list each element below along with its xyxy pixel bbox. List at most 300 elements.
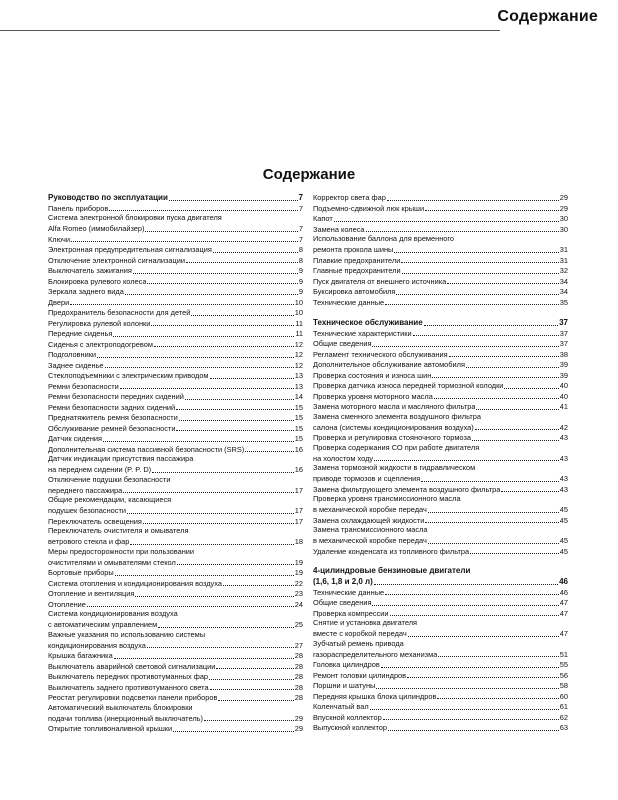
toc-entry-page: 9 (298, 266, 303, 276)
toc-entry-page: 11 (295, 318, 303, 328)
dot-leader (186, 262, 298, 263)
dot-leader (218, 700, 293, 701)
toc-entry-page: 15 (294, 402, 303, 412)
toc-entry-title: Зеркала заднего вида (48, 287, 124, 297)
toc-entry-title: Замена охлаждающей жидкости (313, 515, 425, 525)
toc-entry (313, 422, 568, 433)
toc-entry-page: 46 (559, 577, 568, 587)
dot-leader (245, 451, 294, 452)
toc-entry-title: Общие сведения (313, 339, 372, 349)
toc-entry (313, 535, 568, 546)
dot-leader (501, 491, 558, 492)
toc-entry-title: Поршни и шатуны (313, 681, 376, 691)
toc-entry-page: 7 (298, 203, 303, 213)
toc-entry-page: 15 (294, 434, 303, 444)
toc-entry (313, 473, 568, 484)
toc-entry (313, 432, 568, 443)
toc-entry-title: Дополнительная система пассивной безопасности (SRS) (48, 444, 245, 454)
toc-entry (313, 359, 568, 370)
dot-leader (70, 304, 294, 305)
dot-leader (223, 585, 294, 586)
toc-entry: Проверка содержания СО при работе двигателя (313, 442, 480, 452)
toc-entry-title: Технические данные (313, 297, 385, 307)
toc-entry (48, 244, 303, 255)
toc-entry (48, 192, 303, 203)
dot-leader (387, 200, 559, 201)
toc-entry (48, 485, 303, 496)
toc-entry (48, 223, 303, 234)
toc-entry (48, 650, 303, 661)
dot-leader (366, 231, 559, 232)
toc-entry: Замена тормозной жидкости в гидравлическом (313, 463, 476, 472)
dot-leader (145, 231, 297, 232)
toc-entry-title: Технические данные (313, 587, 385, 597)
toc-entry-page: 30 (559, 214, 568, 224)
toc-entry-title: Впускной коллектор (313, 712, 382, 722)
toc-entry-page: 45 (559, 536, 568, 546)
dot-leader (120, 388, 294, 389)
toc-entry-page: 23 (294, 589, 303, 599)
toc-entry-title: в механической коробке передач (313, 536, 427, 546)
dot-leader (388, 730, 559, 731)
toc-entry-title: Обслуживание ремней безопасности (48, 423, 176, 433)
toc-entry-page: 56 (559, 670, 568, 680)
dot-leader (408, 636, 559, 637)
toc-entry-title: Ремни безопасности передних сидений (48, 392, 184, 402)
dot-leader (152, 472, 294, 473)
dot-leader (151, 325, 294, 326)
dot-leader (421, 481, 558, 482)
toc-entry-title: подушек безопасности (48, 506, 127, 516)
toc-entry: Снятие и установка двигателя (313, 618, 418, 627)
toc-entry (313, 244, 568, 255)
toc-entry-page: 13 (294, 381, 303, 391)
toc-entry-title: Отключение электронной сигнализации (48, 255, 186, 265)
toc-entry-page: 29 (294, 713, 303, 723)
toc-entry-page: 51 (559, 649, 568, 659)
toc-entry-title: Главные предохранители (313, 266, 401, 276)
toc-entry-page: 17 (294, 485, 303, 495)
toc-entry (313, 670, 568, 681)
toc-entry-page: 10 (294, 308, 303, 318)
toc-entry-page: 17 (294, 506, 303, 516)
toc-entry-page: 7 (298, 224, 303, 234)
toc-entry (313, 504, 568, 515)
toc-entry-page: 62 (559, 712, 568, 722)
toc-entry (48, 234, 303, 245)
toc-entry-title: Руководство по эксплуатации (48, 193, 168, 203)
toc-entry-page: 61 (559, 702, 568, 712)
toc-entry-page: 46 (559, 587, 568, 597)
toc-entry-page: 15 (294, 423, 303, 433)
dot-leader (209, 679, 294, 680)
dot-leader (210, 689, 294, 690)
toc-entry (48, 578, 303, 589)
toc-entry-page: 39 (559, 370, 568, 380)
dot-leader (394, 252, 558, 253)
dot-leader (437, 698, 558, 699)
toc-entry (48, 505, 303, 516)
dot-leader (385, 594, 559, 595)
toc-entry-page: 11 (295, 329, 303, 339)
toc-entry-page: 43 (559, 484, 568, 494)
dot-leader (472, 440, 559, 441)
toc-entry (48, 723, 303, 734)
toc-entry: Отключение подушки безопасности (48, 474, 171, 484)
toc-entry-page: 40 (559, 391, 568, 401)
toc-entry-page: 41 (559, 402, 568, 412)
dot-leader (374, 460, 559, 461)
toc-entry-page: 37 (559, 328, 568, 338)
toc-entry (48, 661, 303, 672)
toc-entry-title: подачи топлива (инерционный выключатель) (48, 713, 203, 723)
toc-entry: Важные указания по использованию системы (48, 629, 206, 639)
toc-entry (48, 713, 303, 724)
dot-leader (103, 441, 294, 442)
toc-entry (313, 349, 568, 360)
toc-entry (313, 691, 568, 702)
dot-leader (374, 584, 558, 585)
toc-entry-title: Техническое обслуживание (313, 318, 423, 328)
dot-leader (123, 492, 293, 493)
toc-entry-page: 9 (298, 276, 303, 286)
dot-leader (372, 605, 558, 606)
toc-entry-page: 47 (559, 629, 568, 639)
toc-entry (48, 536, 303, 547)
toc-entry-page: 45 (559, 546, 568, 556)
toc-entry-page: 29 (294, 724, 303, 734)
dot-leader (147, 647, 294, 648)
toc-entry-title: Проверка датчика износа передней тормозной колодки (313, 381, 504, 391)
toc-entry (313, 338, 568, 349)
toc-entry: Система электронной блокировки пуска двигателя (48, 213, 222, 222)
dot-leader (71, 241, 298, 242)
dot-leader (115, 575, 294, 576)
dot-leader (407, 677, 559, 678)
toc-entry (48, 370, 303, 381)
dot-leader (428, 543, 559, 544)
toc-entry-title: кондиционирования воздуха (48, 640, 146, 650)
dot-leader (376, 688, 558, 689)
toc-entry-title: Регламент технического обслуживания (313, 349, 448, 359)
toc-entry (313, 515, 568, 526)
toc-entry-page: 19 (294, 568, 303, 578)
toc-entry-page: 37 (559, 339, 568, 349)
toc-entry-title: Отопление и вентиляция (48, 589, 135, 599)
toc-left-column (48, 192, 303, 734)
toc-entry-page: 34 (559, 287, 568, 297)
dot-leader (424, 325, 558, 326)
toc-entry (48, 588, 303, 599)
toc-entry (48, 255, 303, 266)
dot-leader (381, 667, 559, 668)
dot-leader (87, 606, 294, 607)
toc-entry-title: Открытие топливоналивной крышки (48, 724, 173, 734)
toc-entry-title: Ключи (48, 234, 70, 244)
toc-entry (313, 380, 568, 391)
dot-leader (114, 658, 294, 659)
dot-leader (97, 357, 294, 358)
dot-leader (143, 523, 294, 524)
toc-entry (313, 453, 568, 464)
toc-entry (48, 423, 303, 434)
toc-entry-page: 28 (294, 682, 303, 692)
toc-entry-page: 55 (559, 660, 568, 670)
toc-entry (313, 608, 568, 619)
toc-entry (48, 671, 303, 682)
toc-entry-title: Выключатель аварийной световой сигнализации (48, 661, 216, 671)
toc-entry (313, 587, 568, 598)
toc-entry: Автоматический выключатель блокировки (48, 702, 193, 712)
toc-entry-title: ветрового стекла и фар (48, 537, 130, 547)
toc-entry-page: 45 (559, 505, 568, 515)
toc-entry-title: Замена моторного масла и масляного фильтра (313, 402, 476, 412)
toc-entry-title: Панель приборов (48, 203, 109, 213)
toc-entry-page: 47 (559, 608, 568, 618)
toc-entry-title: Корректор света фар (313, 193, 386, 203)
toc-entry-title: салона (системы кондиционирования воздуха) (313, 422, 474, 432)
toc-entry: Меры предосторожности при пользовании (48, 546, 195, 556)
toc-entry (313, 328, 568, 339)
toc-entry-page: 43 (559, 453, 568, 463)
toc-entry-page: 35 (559, 297, 568, 307)
dot-leader (428, 512, 559, 513)
toc-entry-title: Подголовники (48, 350, 97, 360)
toc-entry-page: 29 (559, 203, 568, 213)
toc-entry-title: очистителями и омывателями стекол (48, 557, 176, 567)
dot-leader (204, 720, 294, 721)
toc-entry: Система кондиционирования воздуха (48, 609, 178, 618)
toc-entry-title: газораспределительного механизма (313, 649, 438, 659)
toc-entry-title: Преднатяжитель ремня безопасности (48, 413, 178, 423)
toc-entry-title: Блокировка рулевого колеса (48, 276, 147, 286)
toc-entry-title: Стеклоподъемники с электрическим приводом (48, 371, 209, 381)
toc-right-column (313, 192, 568, 733)
dot-leader (133, 273, 298, 274)
toc-entry-title: Плавкие предохранители (313, 255, 401, 265)
toc-entry-page: 43 (559, 433, 568, 443)
dot-leader (169, 200, 298, 201)
toc-entry-page: 28 (294, 661, 303, 671)
dot-leader (383, 719, 559, 720)
toc-entry-page: 13 (294, 371, 303, 381)
toc-entry (48, 444, 303, 455)
dot-leader (147, 283, 297, 284)
dot-leader (210, 378, 294, 379)
toc-entry: 4-цилиндровые бензиновые двигатели (313, 566, 471, 575)
toc-entry-title: Головка цилиндров (313, 660, 380, 670)
toc-entry-title: вместе с коробкой передач (313, 629, 407, 639)
toc-entry-page: 16 (294, 465, 303, 475)
toc-entry-title: Подъемно-сдвижной люк крыши (313, 203, 425, 213)
toc-entry-title: Электронная предупредительная сигнализация (48, 245, 212, 255)
dot-leader (504, 388, 558, 389)
toc-entry (313, 297, 568, 308)
toc-entry-page: 8 (298, 255, 303, 265)
toc-entry (313, 265, 568, 276)
toc-entry-title: Капот (313, 214, 333, 224)
toc-entry-page: 14 (294, 392, 303, 402)
toc-entry-title: Выключатель передних противотуманных фар (48, 672, 209, 682)
toc-entry (313, 484, 568, 495)
dot-leader (466, 367, 559, 368)
toc-entry (313, 255, 568, 266)
toc-entry-page: 28 (294, 693, 303, 703)
toc-entry-title: Заднее сиденье (48, 360, 104, 370)
toc-entry (313, 224, 568, 235)
toc-entry-title: Alfa Romeo (иммобилайзер) (48, 224, 145, 234)
dot-leader (475, 429, 559, 430)
dot-leader (191, 315, 293, 316)
toc-entry-title: Общие сведения (313, 598, 372, 608)
dot-leader (213, 252, 298, 253)
dot-leader (177, 564, 294, 565)
toc-entry (48, 640, 303, 651)
toc-entry (48, 297, 303, 308)
dot-leader (179, 420, 294, 421)
toc-entry-page: 19 (294, 557, 303, 567)
toc-entry-title: Крышка багажника (48, 651, 113, 661)
toc-entry-title: Технические характеристики (313, 328, 412, 338)
toc-entry-page: 58 (559, 681, 568, 691)
toc-entry-page: 9 (298, 287, 303, 297)
dot-leader (434, 398, 559, 399)
toc-entry-title: Датчик сидения (48, 434, 103, 444)
toc-entry (313, 722, 568, 733)
toc-entry-title: Бортовые приборы (48, 568, 114, 578)
toc-entry: Переключатель очистителя и омывателя (48, 526, 189, 535)
toc-entry-title: Удаление конденсата из топливного фильтра (313, 546, 470, 556)
toc-entry (313, 401, 568, 412)
toc-entry-page: 37 (559, 318, 568, 328)
toc-entry (48, 402, 303, 413)
dot-leader (413, 335, 559, 336)
toc-entry (313, 370, 568, 381)
dot-leader (370, 709, 559, 710)
toc-entry (48, 599, 303, 610)
toc-entry-title: Замена фильтрующего элемента воздушного фильтра (313, 484, 501, 494)
toc-entry-page: 40 (559, 381, 568, 391)
toc-entry (313, 649, 568, 660)
toc-entry-page: 16 (294, 444, 303, 454)
toc-entry-title: Проверка состояния и износа шин (313, 370, 432, 380)
toc-entry (313, 203, 568, 214)
toc-entry (48, 433, 303, 444)
toc-entry (48, 339, 303, 350)
dot-leader (109, 210, 298, 211)
toc-entry (313, 213, 568, 224)
toc-entry-page: 31 (559, 245, 568, 255)
dot-leader (216, 668, 293, 669)
toc-entry-title: Пуск двигателя от внешнего источника (313, 276, 447, 286)
dot-leader (130, 544, 293, 545)
toc-entry (48, 381, 303, 392)
page-title: Содержание (262, 166, 356, 183)
toc-entry-title: Переключатель освещения (48, 516, 142, 526)
dot-leader (432, 377, 558, 378)
page-header (0, 0, 618, 36)
dot-leader (449, 356, 559, 357)
toc-entry (313, 680, 568, 691)
header-rule (0, 30, 500, 31)
toc-entry-title: Выключатель зажигания (48, 266, 132, 276)
dot-leader (470, 553, 559, 554)
toc-entry-title: Передняя крышка блока цилиндров (313, 691, 437, 701)
toc-entry-title: Передние сиденья (48, 329, 113, 339)
toc-entry-title: Реостат регулировки подсветки панели приборов (48, 693, 218, 703)
dot-leader (438, 656, 558, 657)
toc-entry-page: 7 (298, 193, 303, 203)
dot-leader (113, 336, 294, 337)
toc-entry (313, 391, 568, 402)
toc-entry-page: 24 (294, 599, 303, 609)
toc-entry-title: Двери (48, 297, 70, 307)
toc-entry-page: 18 (294, 537, 303, 547)
dot-leader (173, 731, 294, 732)
toc-entry (48, 619, 303, 630)
toc-entry (48, 203, 303, 214)
header-title: Содержание (497, 8, 598, 25)
toc-entry-title: с автоматическим управлением (48, 620, 158, 630)
dot-leader (135, 596, 293, 597)
toc-entry-title: Выключатель заднего противотуманного света (48, 682, 209, 692)
dot-leader (176, 430, 293, 431)
toc-entry-page: 38 (559, 349, 568, 359)
toc-entry-page: 22 (294, 578, 303, 588)
toc-entry-page: 63 (559, 723, 568, 733)
toc-entry-page: 27 (294, 640, 303, 650)
toc-entry-page: 12 (294, 350, 303, 360)
toc-entry-title: Проверка компрессии (313, 608, 389, 618)
dot-leader (396, 294, 558, 295)
toc-entry-page: 25 (294, 620, 303, 630)
toc-entry-title: Коленчатый вал (313, 702, 369, 712)
toc-entry-page: 39 (559, 360, 568, 370)
dot-leader (401, 262, 558, 263)
toc-entry: Общие рекомендации, касающиеся (48, 495, 172, 504)
toc-entry-page: 34 (559, 276, 568, 286)
dot-leader (385, 304, 559, 305)
toc-entry (48, 286, 303, 297)
toc-entry (48, 391, 303, 402)
toc-entry-page: 8 (298, 245, 303, 255)
toc-entry-page: 42 (559, 422, 568, 432)
toc-entry-title: переднего пассажира (48, 485, 123, 495)
dot-leader (402, 273, 559, 274)
toc-entry-title: Буксировка автомобиля (313, 287, 396, 297)
toc-entry-title: ремонта прокола шины (313, 245, 394, 255)
toc-entry-page: 31 (559, 255, 568, 265)
toc-entry-title: Проверка и регулировка стояночного тормоза (313, 433, 471, 443)
toc-entry-page: 43 (559, 474, 568, 484)
toc-entry (48, 307, 303, 318)
dot-leader (127, 513, 294, 514)
toc-entry-title: на переднем сидении (P. P. D) (48, 465, 152, 475)
toc-entry (48, 276, 303, 287)
dot-leader (390, 615, 559, 616)
dot-leader (176, 409, 294, 410)
toc-entry-page: 60 (559, 691, 568, 701)
toc-entry-page: 7 (298, 234, 303, 244)
toc-entry (313, 597, 568, 608)
toc-entry (313, 712, 568, 723)
toc-entry-title: приводе тормозов и сцепления (313, 474, 421, 484)
toc-entry (313, 659, 568, 670)
toc-entry-title: Замена колеса (313, 224, 365, 234)
toc-entry-title: Выпускной коллектор (313, 723, 387, 733)
toc-entry (313, 576, 568, 587)
toc-entry (48, 318, 303, 329)
